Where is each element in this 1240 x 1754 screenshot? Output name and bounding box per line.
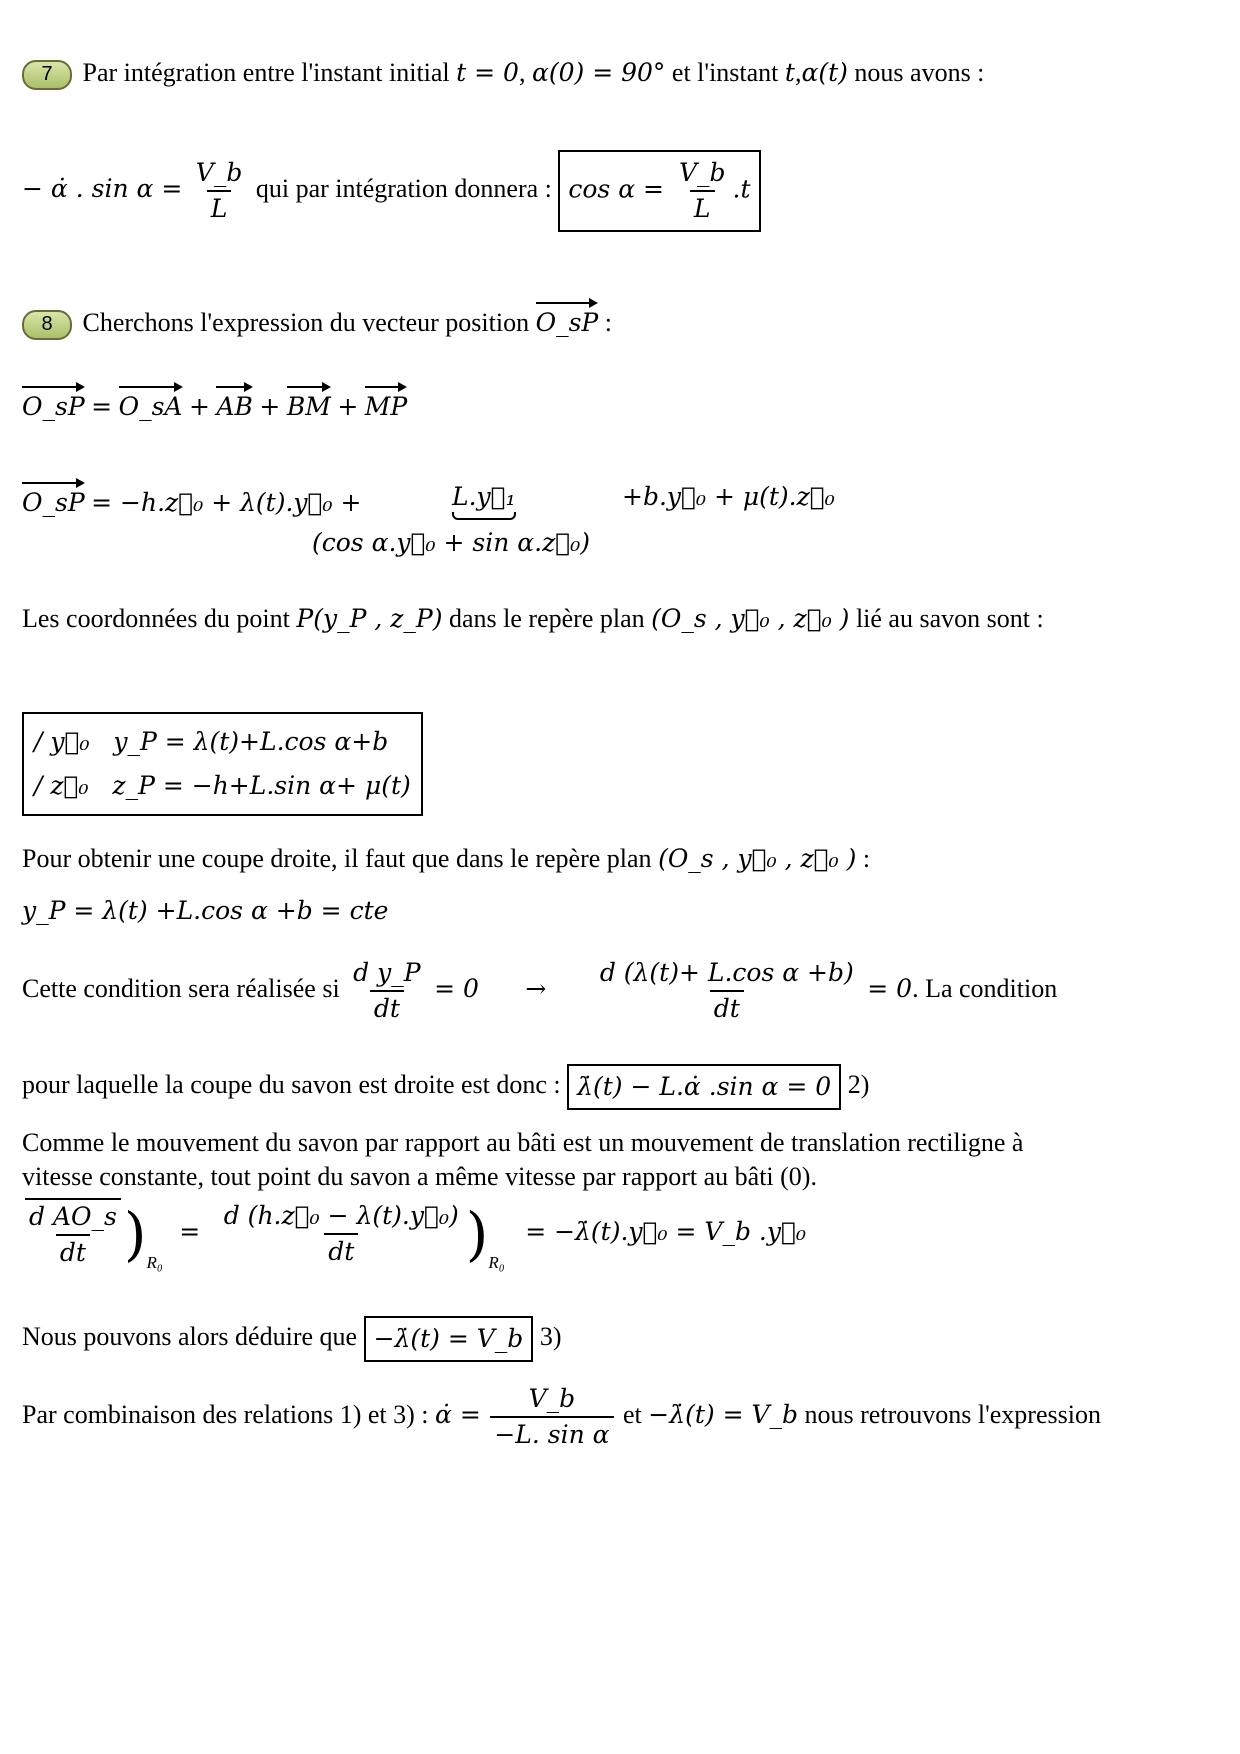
- condition-result-line: [22, 1064, 1210, 1110]
- s8-text: Cherchons l'expression du vecteur position: [82, 308, 530, 337]
- combo-tail: nous retrouvons l'expression: [804, 1399, 1101, 1429]
- eq2-eq: =: [91, 392, 113, 421]
- eq1-box-lhs: cos α =: [568, 174, 664, 204]
- deriv-at1: R₀: [146, 1252, 163, 1272]
- derivative-equation: [22, 1198, 1210, 1280]
- eq1-num: V_b: [195, 158, 243, 187]
- row1-eq: y_P = λ(t)+L.cos α+b: [113, 727, 389, 756]
- eq1-box-den: L: [690, 190, 715, 226]
- cond-text: Cette condition sera réalisée si: [22, 973, 340, 1003]
- eq1-den: L: [207, 190, 232, 226]
- right-paren-2: ): [465, 1200, 489, 1268]
- coords-text2: dans le repère plan: [449, 604, 645, 633]
- cond-tail: . La condition: [912, 973, 1058, 1003]
- system-row-2: [34, 764, 411, 808]
- s8-colon: :: [604, 308, 612, 337]
- cond2-ref: 2): [847, 1069, 870, 1099]
- equation-2: [22, 384, 1210, 424]
- eq1-box-tail: .t: [732, 174, 751, 204]
- combo-eq: −λ̇(t) = V_b: [648, 1399, 799, 1429]
- eq2-p1: +: [189, 392, 210, 421]
- s7-t0: t = 0: [456, 58, 519, 87]
- combination-line: [22, 1382, 1210, 1452]
- s7-alpha0: α(0) = 90°: [531, 58, 666, 87]
- s7-intro: Par intégration entre l'instant initial: [82, 58, 450, 87]
- section-8-line: [22, 300, 1210, 340]
- eq1-mid: qui par intégration donnera :: [255, 173, 552, 203]
- combo-fraction: [490, 1382, 613, 1452]
- eq1-box-fraction: [675, 156, 730, 226]
- coords-line: [22, 602, 1210, 636]
- cond-den1: dt: [370, 990, 404, 1026]
- cut-frame: (O_s , y⃗₀ , z⃗₀ ): [658, 844, 857, 873]
- cond-den2: dt: [710, 990, 744, 1026]
- step-8-badge: 8: [22, 310, 72, 340]
- para-line1: Comme le mouvement du savon par rapport au bâti est un mouvement de translation rectiligne à: [22, 1128, 1024, 1157]
- deriv-frac2: [220, 1199, 463, 1269]
- cond2-text: pour laquelle la coupe du savon est droite est donc :: [22, 1069, 561, 1099]
- coords-frame: (O_s , y⃗₀ , z⃗₀ ): [651, 604, 850, 633]
- deduce-line: [22, 1316, 1210, 1362]
- deriv-num2: d (h.z⃗₀ − λ(t).y⃗₀): [223, 1201, 459, 1230]
- eq3-brace-top: L.y⃗₁: [452, 480, 516, 514]
- right-paren-1: ): [123, 1200, 147, 1268]
- eq2-p2: +: [259, 392, 281, 421]
- deduce-box: −λ̇(t) = V_b: [364, 1316, 534, 1362]
- deriv-at2: R₀: [488, 1252, 505, 1272]
- deriv-num1: d AO_s: [25, 1198, 121, 1234]
- vector-OsP: O_sP: [536, 300, 599, 340]
- eq2-v3: AB: [216, 384, 252, 424]
- cut-colon: :: [862, 844, 871, 873]
- combo-text: Par combinaison des relations 1) et 3) :: [22, 1399, 429, 1429]
- coordinates-system: [22, 712, 1210, 816]
- coordinates-box: [22, 712, 423, 816]
- coords-point: P(y_P , z_P): [296, 604, 443, 633]
- eq2-v2: O_sA: [119, 384, 183, 424]
- coords-text1: Les coordonnées du point: [22, 604, 290, 633]
- cut-text: Pour obtenir une coupe droite, il faut que dans le repère plan: [22, 844, 652, 873]
- combo-et: et: [623, 1399, 642, 1429]
- combo-num: V_b: [528, 1384, 576, 1413]
- eq2-v5: MP: [365, 384, 407, 424]
- cond2-box: λ̇(t) − L.α̇ .sin α = 0: [567, 1064, 841, 1110]
- deriv-den1: dt: [56, 1234, 90, 1270]
- eq3-v1: O_sP: [22, 480, 85, 520]
- cond-num2: d (λ(t)+ L.cos α +b): [599, 958, 854, 987]
- cond-eq1: = 0: [434, 973, 479, 1003]
- equation-1: [22, 150, 1210, 232]
- eq1-box-num: V_b: [678, 158, 726, 187]
- eq1-fraction: [192, 156, 247, 226]
- deriv-den2: dt: [324, 1233, 358, 1269]
- eq3-part2: +b.y⃗₀ + μ(t).z⃗₀: [622, 482, 835, 511]
- paragraph-translation: [22, 1126, 1210, 1194]
- row2-eq: z_P = −h+L.sin α+ μ(t): [112, 771, 411, 800]
- deriv-frac1: [25, 1198, 121, 1270]
- s7-mid: et l'instant: [671, 58, 779, 87]
- cond-num1: d y_P: [353, 958, 421, 987]
- eq2-p3: +: [337, 392, 359, 421]
- cut-equation: [22, 894, 1210, 928]
- arrow-icon: →: [525, 973, 547, 1003]
- deriv-rhs: = −λ̇(t).y⃗₀ = V_b .y⃗₀: [525, 1216, 806, 1246]
- combo-lhs: α̇ =: [435, 1399, 481, 1429]
- s7-comma: ,: [518, 58, 526, 87]
- cut-line: [22, 842, 1210, 876]
- s7-alphat: α(t): [801, 58, 848, 87]
- equation-3: [22, 480, 1210, 570]
- coords-text3: lié au savon sont :: [855, 604, 1044, 633]
- eq2-v4: BM: [287, 384, 331, 424]
- s7-comma2: ,: [794, 58, 802, 87]
- combo-den: −L. sin α: [490, 1416, 613, 1452]
- cut-eq: y_P = λ(t) +L.cos α +b = cte: [22, 896, 389, 925]
- s7-t: t: [784, 58, 795, 87]
- system-row-1: [34, 720, 411, 764]
- cond-frac1: [349, 956, 424, 1026]
- para-line2: vitesse constante, tout point du savon a même vitesse par rapport au bâti (0).: [22, 1162, 817, 1191]
- row2-axis: / z⃗₀: [34, 771, 89, 800]
- eq3-brace-bottom: (cos α.y⃗₀ + sin α.z⃗₀): [312, 528, 591, 557]
- cond-eq2: = 0: [867, 973, 913, 1003]
- s7-end: nous avons :: [854, 58, 985, 87]
- eq1-result-box: [558, 150, 760, 232]
- section-7-line: [22, 56, 1210, 90]
- eq2-v1: O_sP: [22, 384, 85, 424]
- cond-frac2: [596, 956, 858, 1026]
- deriv-eq1: =: [179, 1216, 201, 1246]
- deduce-ref: 3): [539, 1321, 562, 1351]
- condition-line: [22, 956, 1210, 1026]
- step-7-badge: 7: [22, 60, 72, 90]
- deduce-text: Nous pouvons alors déduire que: [22, 1321, 358, 1351]
- eq1-lhs: − α̇ . sin α =: [22, 173, 183, 203]
- row1-axis: / y⃗₀: [34, 727, 90, 756]
- eq3-part1: = −h.z⃗₀ + λ(t).y⃗₀ +: [91, 488, 362, 517]
